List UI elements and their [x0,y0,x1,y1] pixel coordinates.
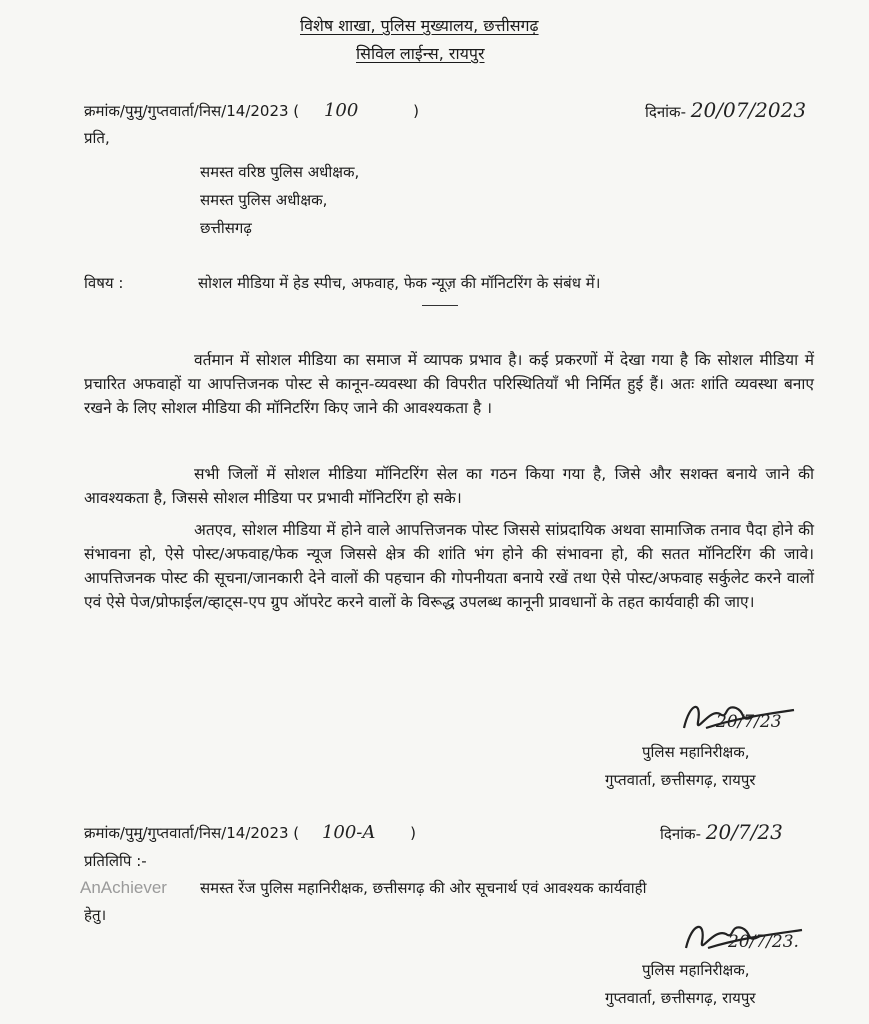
watermark-text: AnAchiever [80,878,167,897]
handwritten-ref-number: 100 [323,100,359,121]
signatory-title: पुलिस महानिरीक्षक, [642,961,750,979]
copy-text: समस्त रेंज पुलिस महानिरीक्षक, छत्तीसगढ़ की ओर सूचनार्थ एवं आवश्यक कार्यवाही [200,879,647,897]
copy-text: हेतु। [84,906,107,924]
subject-divider [422,305,458,306]
reference-number: क्रमांक/पुमु/गुप्तवार्ता/निस/14/2023 ( 100 ) [84,100,419,121]
handwritten-date: 20/07/2023 [690,98,807,122]
copy-date: दिनांक- 20/7/23 [660,820,783,844]
signature-date: 20/7/23. [728,932,799,952]
signatory-title: पुलिस महानिरीक्षक, [642,743,750,761]
handwritten-date: 20/7/23 [705,820,783,844]
body-paragraph: अतएव, सोशल मीडिया में होने वाले आपत्तिजनक पोस्ट जिससे सांप्रदायिक अथवा सामाजिक तनाव पैदा होने की संभावना हो, ऐसे पोस्ट/अफवाह/फेक न्यूज जिससे क्षेत्र की शांति भंग होने की संभावना हो, की सतत मॉनिटरिंग की जावे। आपत्तिजनक पोस्ट की सूचना/जानकारी देने वालों की पहचान की गोपनीयता बनाये रखें तथा ऐसे पोस्ट/अफवाह सर्कुलेट करने वालों एवं ऐसे पेज/प्रोफाईल/व्हाट्स-एप ग्रुप ऑपरेट करने वालों के विरूद्ध उपलब्ध कानूनी प्रावधानों के तहत कार्यवाही की जाए। [84,521,814,611]
body-paragraph: वर्तमान में सोशल मीडिया का समाज में व्यापक प्रभाव है। कई प्रकरणों में देखा गया है कि सोशल मीडिया में प्रचारित अफवाहों या आपत्तिजनक पोस्ट से कानून-व्यवस्था की विपरीत परिस्थितियाँ भी निर्मित हुई हैं। अतः शांति व्यवस्था बनाए रखने के लिए सोशल मीडिया की मॉनिटरिंग किए जाने की आवश्यकता है । [84,351,814,417]
subject-label: विषय : [84,274,124,292]
copy-reference-number: क्रमांक/पुमु/गुप्तवार्ता/निस/14/2023 ( 100-A ) [84,822,417,843]
recipient-line: समस्त पुलिस अधीक्षक, [200,191,328,209]
recipient-line: छत्तीसगढ़ [200,219,252,237]
subject-text: सोशल मीडिया में हेड स्पीच, अफवाह, फेक न्यूज़ की मॉनिटरिंग के संबंध में। [198,274,601,292]
copy-label: प्रतिलिपि :- [84,852,147,870]
header-office-line: विशेष शाखा, पुलिस मुख्यालय, छत्तीसगढ़ [300,16,539,35]
handwritten-ref-number: 100-A [321,822,376,843]
recipient-line: समस्त वरिष्ठ पुलिस अधीक्षक, [200,163,360,181]
signatory-office: गुप्तवार्ता, छत्तीसगढ़, रायपुर [605,989,756,1007]
body-paragraph: सभी जिलों में सोशल मीडिया मॉनिटरिंग सेल का गठन किया गया है, जिसे और सशक्त बनाये जाने की आवश्यकता है, जिससे सोशल मीडिया पर प्रभावी मॉनिटरिंग हो सके। [84,465,814,507]
signature-date: 20/7/23 [716,712,782,732]
header-address-line: सिविल लाईन्स, रायपुर [356,44,485,63]
letter-date: दिनांक- 20/07/2023 [645,98,807,122]
to-label: प्रति, [84,129,110,147]
signatory-office: गुप्तवार्ता, छत्तीसगढ़, रायपुर [605,771,756,789]
